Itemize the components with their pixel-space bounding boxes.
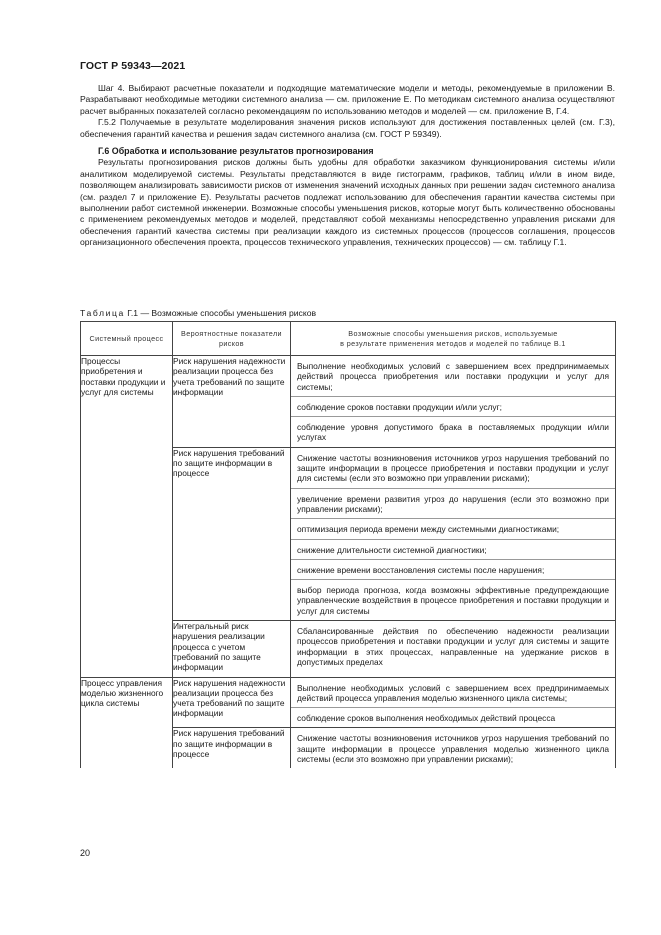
method-item: Снижение частоты возникновения источников угроз нарушения требований по защите информации в процессе управления моделью жизненного цикла системы (если это возможно при управлении рисками);	[297, 733, 609, 765]
method-item: Выполнение необходимых условий с завершением всех предпринимаемых действий процесса приобретения или поставки продукции и услуг для системы;	[291, 356, 615, 397]
method-item: снижение времени восстановления системы после нарушения;	[291, 560, 615, 580]
paragraph-results: Результаты прогнозирования рисков должны быть удобны для обработки заказчиком функционирования системы и/или аналитиком моделируемой системы. Результаты представляются в виде гистограмм, графиков, таблиц и/или в ином виде, позволяющем анализировать зависимости рисков от изменения значений исходных данных при решении задач системного анализа (см. раздел 7 и приложение Е). Результаты расчетов подлежат использованию для обеспечения гарантии качества системы при выполнении работ системной инженерии. Возможные способы уменьшения рисков, которые могут быть количественно обоснованы с применением рекомендуемых методов и моделей, представляют собой механизмы непосредственно управления рисками для обеспечения гарантий качества системы при реализации каждого из системных процессов (процессов соглашения, процессов организационного обеспечения проекта, процессов технического управления, технических процессов) — см. таблицу Г.1.	[80, 157, 615, 248]
method-item: Сбалансированные действия по обеспечению надежности реализации процессов приобретения и поставки продукции и услуг для системы и защите информации в этих процессах, направленные на удержание рисков в допустимых пределах	[297, 626, 609, 667]
body-text	[80, 83, 615, 249]
table-caption	[80, 308, 316, 318]
indicator-cell: Интегральный риск нарушения реализации процесса с учетом требований по защите информации	[173, 621, 291, 677]
header-methods-line2: в результате применения методов и моделей по таблице В.1	[340, 338, 566, 348]
methods-cell	[291, 677, 616, 728]
method-item: увеличение времени развития угроз до нарушения (если это возможно при управлении рисками);	[291, 489, 615, 520]
method-item: соблюдение уровня допустимого брака в поставляемых продукции и/или услугах	[297, 422, 609, 443]
process-cell: Процессы приобретения и поставки продукции и услуг для системы	[81, 356, 173, 678]
header-risk-indicators: Вероятностные показатели рисков	[173, 322, 291, 356]
table-header-row	[81, 322, 616, 356]
indicator-cell: Риск нарушения требований по защите информации в процессе	[173, 447, 291, 620]
method-item: соблюдение сроков выполнения необходимых действий процесса	[297, 713, 556, 724]
header-risk-reduction-methods	[291, 322, 616, 356]
method-item: выбор периода прогноза, когда возможны эффективные предупреждающие управленческие воздействия в процессе приобретения и поставки продукции и услуг для системы	[297, 585, 609, 616]
process-cell: Процесс управления моделью жизненного цикла системы	[81, 677, 173, 768]
table-row	[81, 677, 616, 728]
method-item: соблюдение сроков поставки продукции и/или услуг;	[291, 397, 615, 417]
method-item: Снижение частоты возникновения источников угроз нарушения требований по защите информации в процессе приобретения и поставки продукции и услуг для системы (если это возможно при управлении рисками);	[291, 448, 615, 489]
methods-cell	[291, 356, 616, 448]
methods-cell	[291, 728, 616, 768]
header-system-process: Системный процесс	[81, 322, 173, 356]
method-item: Выполнение необходимых условий с завершением всех предпринимаемых действий процесса управления моделью жизненного цикла системы;	[291, 678, 615, 709]
page-number: 20	[80, 848, 91, 858]
table-row	[81, 356, 616, 448]
indicator-cell: Риск нарушения надежности реализации процесса без учета требований по защите информации	[173, 677, 291, 728]
header-methods-line1: Возможные способы уменьшения рисков, используемые	[348, 329, 558, 338]
paragraph-g52: Г.5.2 Получаемые в результате моделирования значения рисков используют для достижения поставленных целей (см. Г.3), обеспечения гарантий качества и решения задач системного анализа (см. ГОСТ Р 59349).	[80, 117, 615, 139]
method-item: снижение длительности системной диагностики;	[291, 540, 615, 560]
risk-reduction-table	[80, 321, 616, 768]
indicator-cell: Риск нарушения требований по защите информации в процессе	[173, 728, 291, 768]
indicator-cell: Риск нарушения надежности реализации процесса без учета требований по защите информации	[173, 356, 291, 448]
methods-cell	[291, 621, 616, 677]
table-caption-title: Г.1 — Возможные способы уменьшения рисков	[124, 308, 317, 318]
document-title: ГОСТ Р 59343—2021	[80, 60, 186, 72]
table-caption-prefix: Таблица	[80, 308, 125, 318]
paragraph-step4: Шаг 4. Выбирают расчетные показатели и подходящие математические модели и методы, рекомендуемые в приложении В. Разрабатывают необходимые методики системного анализа — см. приложение Е. По методикам системного анализа осуществляют расчет выбранных показателей согласно рекомендациям по использованию методов и моделей — см. приложение В, Г.4.	[80, 83, 615, 116]
section-heading: Г.6 Обработка и использование результатов прогнозирования	[98, 146, 374, 157]
method-item: оптимизация периода времени между системными диагностиками;	[291, 519, 615, 539]
methods-cell	[291, 447, 616, 620]
